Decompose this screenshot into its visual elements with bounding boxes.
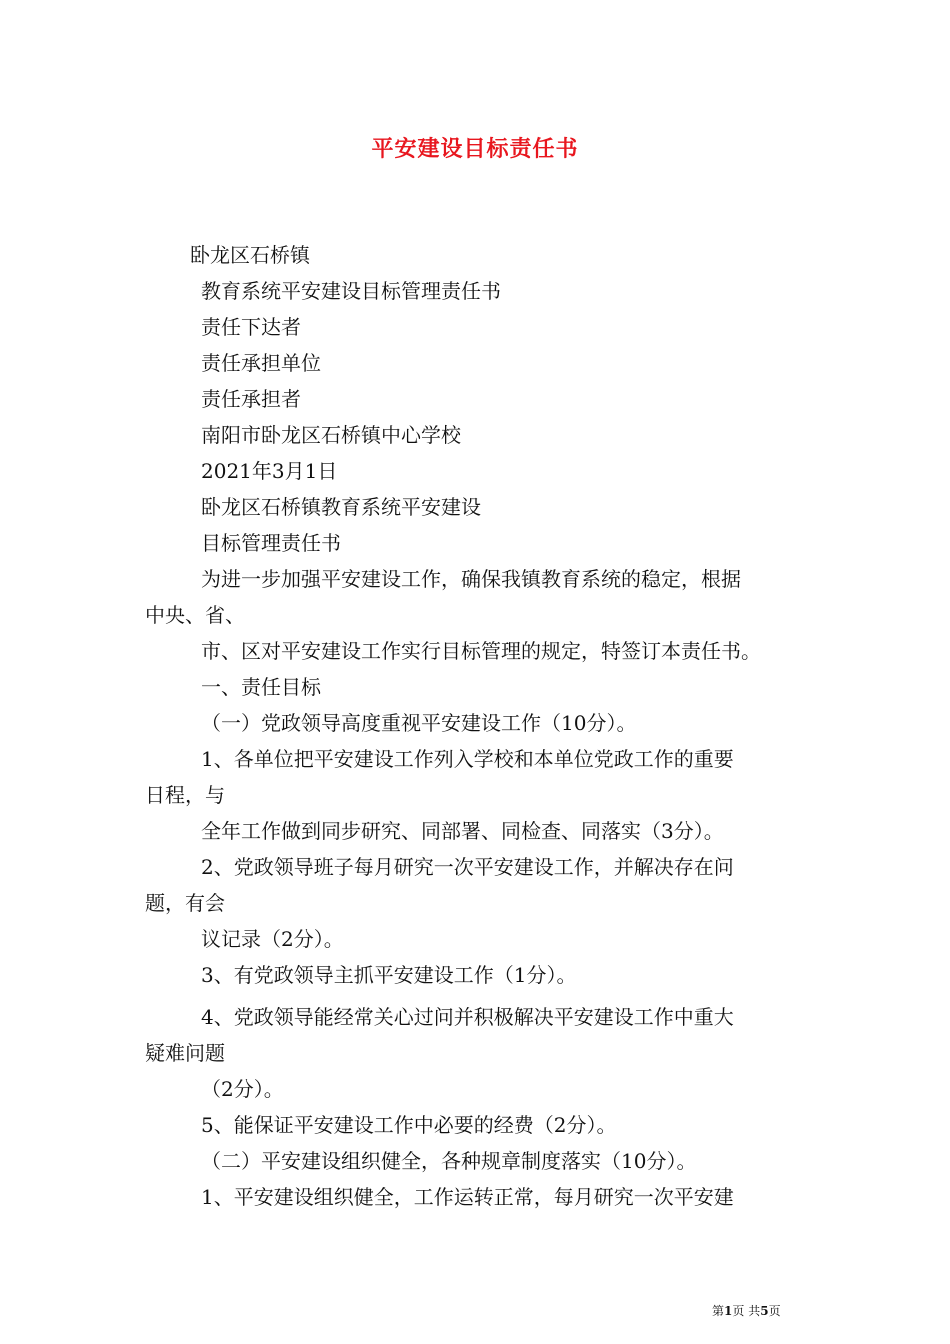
body-line: 疑难问题 [145,1041,225,1065]
body-line: 1、平安建设组织健全，工作运转正常，每月研究一次平安建 [201,1185,734,1209]
footer-page-number: 1 [724,1304,733,1318]
body-line: 2021年3月1日 [201,459,338,483]
body-line: 责任承担者 [201,387,301,411]
footer-total-pages: 5 [760,1304,769,1318]
body-line: 1、各单位把平安建设工作列入学校和本单位党政工作的重要 [201,747,734,771]
body-line: 中央、省、 [145,603,245,627]
body-line: 3、有党政领导主抓平安建设工作（1分）。 [201,963,577,987]
body-line: 目标管理责任书 [201,531,341,555]
footer-suffix: 页 [768,1304,781,1318]
body-line: 题，有会 [145,891,225,915]
body-line: 为进一步加强平安建设工作，确保我镇教育系统的稳定，根据 [201,567,741,591]
body-line: 2、党政领导班子每月研究一次平安建设工作，并解决存在问 [201,855,734,879]
body-line: 市、区对平安建设工作实行目标管理的规定，特签订本责任书。 [201,639,761,663]
body-line: 卧龙区石桥镇教育系统平安建设 [201,495,481,519]
body-line: 一、责任目标 [201,675,321,699]
body-line: 议记录（2分）。 [201,927,344,951]
body-line: 南阳市卧龙区石桥镇中心学校 [201,423,461,447]
body-line: （一）党政领导高度重视平安建设工作（10分）。 [201,711,637,735]
body-line: 责任承担单位 [201,351,321,375]
body-line: 教育系统平安建设目标管理责任书 [201,279,501,303]
footer-prefix: 第 [712,1304,725,1318]
body-line: 4、党政领导能经常关心过问并积极解决平安建设工作中重大 [201,1005,734,1029]
footer-middle: 页 共 [732,1304,761,1318]
body-line: 责任下达者 [201,315,301,339]
body-line: 5、能保证平安建设工作中必要的经费（2分）。 [201,1113,617,1137]
body-line: 全年工作做到同步研究、同部署、同检查、同落实（3分）。 [201,819,724,843]
body-line: 卧龙区石桥镇 [190,243,310,267]
document-title: 平安建设目标责任书 [371,136,579,162]
page-footer [712,1303,781,1319]
body-line: （2分）。 [201,1077,284,1101]
body-line: （二）平安建设组织健全，各种规章制度落实（10分）。 [201,1149,697,1173]
body-line: 日程，与 [145,783,225,807]
